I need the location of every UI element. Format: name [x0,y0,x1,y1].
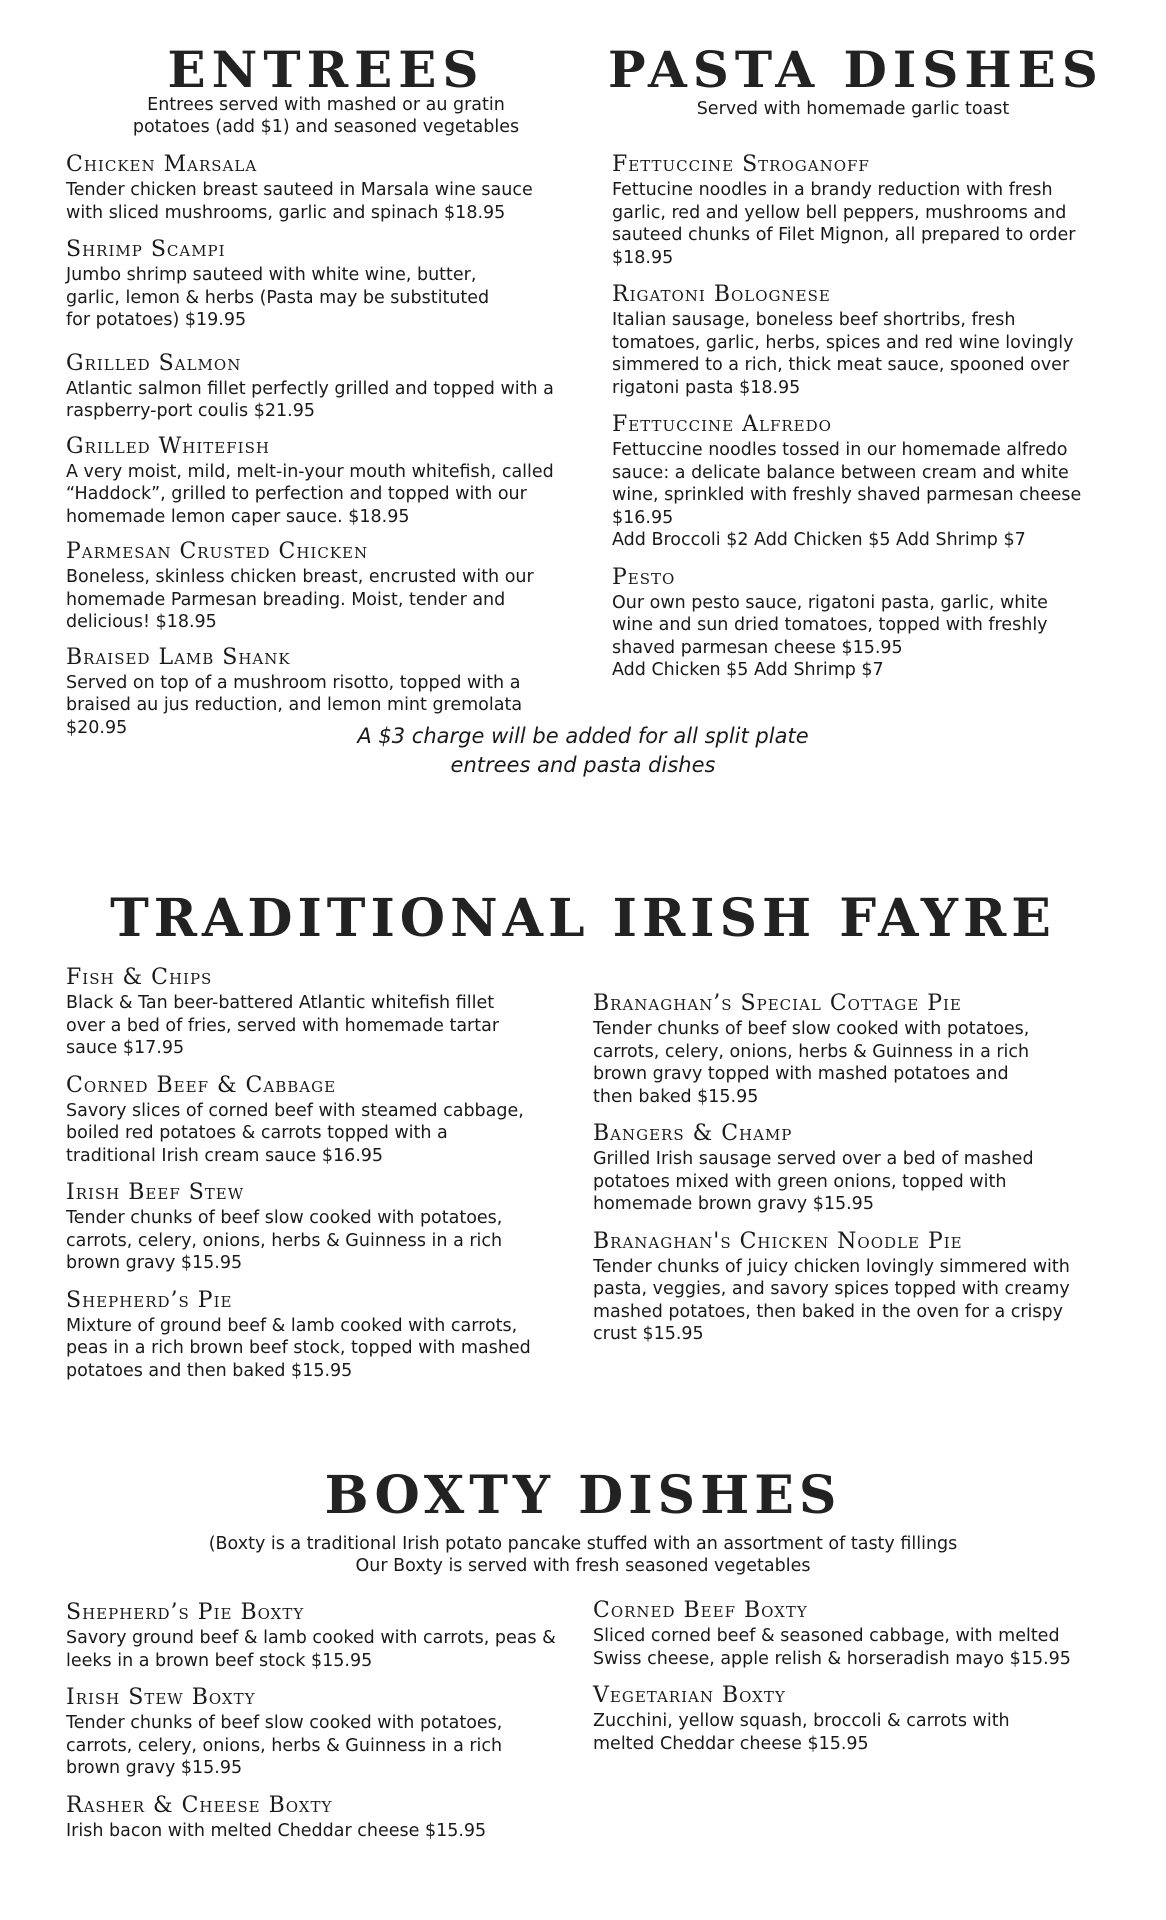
boxty-left-list [66,1601,586,1856]
entrees-title: ENTREES [167,40,485,99]
boxty-subtitle [133,1533,1033,1577]
item-name: Vegetarian Boxty [593,1683,786,1708]
entrees-subtitle [66,94,586,138]
item-name: Pesto [612,564,676,590]
entrees-subtitle-line1: Entrees served with mashed or au gratin [147,95,505,115]
menu-item [66,1181,586,1275]
item-description: A very moist, mild, melt-in-your mouth whitefish, called “Haddock”, grilled to perfection and topped with our homemade lemon caper sauce. $18.95 [66,461,554,527]
item-name: Shepherd’s Pie [66,1287,233,1313]
item-description: Black & Tan beer-battered Atlantic whitefish fillet over a bed of fries, served with homemade tartar sauce $17.95 [66,993,500,1058]
menu-item [593,1122,1113,1216]
menu-item [66,1601,586,1672]
item-name: Corned Beef & Cabbage [66,1072,337,1098]
entrees-list [66,153,586,753]
item-name: Braised Lamb Shank [66,644,291,670]
item-description: Savory slices of corned beef with steamed cabbage, boiled red potatoes & carrots topped with a traditional Irish cream sauce $16.95 [66,1100,524,1166]
menu-item [593,1599,1113,1670]
item-name: Corned Beef Boxty [593,1598,808,1623]
split-note-line1: A $3 charge will be added for all split plate [357,724,809,748]
item-name: Grilled Salmon [66,350,242,376]
item-description: Irish bacon with melted Cheddar cheese $15.95 [66,1820,487,1841]
item-name: Fish & Chips [66,965,213,990]
item-addons: Add Chicken $5 Add Shrimp $7 [612,660,884,680]
item-description: Fettucine noodles in a brandy reduction with fresh garlic, red and yellow bell peppers, mushrooms and sauteed chunks of Filet Mignon, all prepared to order $18.95 [612,180,1076,268]
pasta-list [612,153,1102,696]
menu-item [66,1686,586,1780]
item-description: Tender chunks of beef slow cooked with potatoes, carrots, celery, onions, herbs & Guinness in a rich brown gravy $15.95 [66,1208,503,1273]
menu-item [66,238,586,332]
item-name: Shepherd’s Pie Boxty [66,1600,305,1625]
item-description: Atlantic salmon fillet perfectly grilled and topped with a raspberry-port coulis $21.95 [66,378,554,421]
item-description: Mixture of ground beef & lamb cooked with carrots, peas in a rich brown beef stock, topped with mashed potatoes and then baked $15.95 [66,1315,531,1381]
menu-item [612,566,1102,682]
menu-item [593,1230,1113,1346]
split-plate-note [233,722,933,780]
pasta-subtitle: Served with homemade garlic toast [696,99,1010,119]
irish-left-list [66,966,586,1396]
item-name: Irish Stew Boxty [66,1685,256,1710]
item-name: Rasher & Cheese Boxty [66,1792,333,1818]
item-name: Branaghan's Chicken Noodle Pie [593,1228,963,1254]
item-description: Tender chunks of beef slow cooked with potatoes, carrots, celery, onions, herbs & Guinness in a rich brown gravy topped with mashed potatoes and then baked $15.95 [593,1019,1030,1107]
item-description: Fettuccine noodles tossed in our homemade alfredo sauce: a delicate balance between cream and white wine, sprinkled with freshly shaved parmesan cheese $16.95 [612,440,1082,528]
item-description: Served on top of a mushroom risotto, topped with a braised au jus reduction, and lemon mint gremolata $20.95 [66,672,523,738]
item-description: Tender chunks of beef slow cooked with potatoes, carrots, celery, onions, herbs & Guinness in a rich brown gravy $15.95 [66,1713,503,1778]
pasta-title: PASTA DISHES [608,40,1104,99]
item-description: Tender chicken breast sauteed in Marsala wine sauce with sliced mushrooms, garlic and spinach $18.95 [66,180,533,223]
menu-item [612,413,1102,552]
item-name: Irish Beef Stew [66,1180,245,1205]
item-description: Sliced corned beef & seasoned cabbage, with melted Swiss cheese, apple relish & horseradish mayo $15.95 [593,1626,1071,1669]
item-description: Boneless, skinless chicken breast, encrusted with our homemade Parmesan breading. Moist, tender and delicious! $18.95 [66,567,534,632]
menu-item [66,352,586,423]
menu-item [612,153,1102,269]
item-description: Italian sausage, boneless beef shortribs, fresh tomatoes, garlic, herbs, spices and red wine lovingly simmered to a rich, thick meat sauce, spooned over rigatoni pasta $18.95 [612,310,1074,398]
item-name: Branaghan’s Special Cottage Pie [593,991,962,1016]
menu-item [593,1684,1113,1755]
item-name: Fettuccine Stroganoff [612,152,870,177]
boxty-title: BOXTY DISHES [324,1465,842,1526]
menu-item [66,1794,586,1843]
item-description: Zucchini, yellow squash, broccoli & carrots with melted Cheddar cheese $15.95 [593,1711,1010,1754]
item-addons: Add Broccoli $2 Add Chicken $5 Add Shrimp $7 [612,530,1026,550]
irish-title: TRADITIONAL IRISH FAYRE [110,888,1056,949]
menu-item [66,540,586,634]
irish-right-list [593,992,1113,1360]
boxty-right-list [593,1599,1113,1769]
item-description: Our own pesto sauce, rigatoni pasta, garlic, white wine and sun dried tomatoes, topped with freshly shaved parmesan cheese $15.95 [612,592,1048,658]
item-name: Fettuccine Alfredo [612,412,832,437]
entrees-subtitle-line2: potatoes (add $1) and seasoned vegetables [132,117,520,137]
menu-item [593,992,1113,1108]
split-note-line2: entrees and pasta dishes [450,753,716,777]
item-name: Shrimp Scampi [66,237,226,262]
item-description: Tender chunks of juicy chicken lovingly simmered with pasta, veggies, and savory spices topped with creamy mashed potatoes, then baked in the oven for a crispy crust $15.95 [593,1256,1070,1344]
item-name: Rigatoni Bolognese [612,282,831,307]
item-description: Jumbo shrimp sauteed with white wine, butter, garlic, lemon & herbs (Pasta may be substituted for potatoes) $19.95 [66,265,490,330]
item-description: Savory ground beef & lamb cooked with carrots, peas & leeks in a brown beef stock $15.95 [66,1628,556,1671]
menu-item [66,435,586,529]
item-description: Grilled Irish sausage served over a bed of mashed potatoes mixed with green onions, topped with homemade brown gravy $15.95 [593,1149,1034,1214]
item-name: Bangers & Champ [593,1121,793,1146]
menu-item [66,1074,586,1168]
menu-item [66,966,586,1060]
boxty-subtitle-line1: (Boxty is a traditional Irish potato pancake stuffed with an assortment of tasty fillings [208,1534,958,1554]
item-name: Grilled Whitefish [66,433,270,459]
menu-item [612,283,1102,399]
item-name: Chicken Marsala [66,152,258,177]
boxty-subtitle-line2: Our Boxty is served with fresh seasoned vegetables [355,1556,811,1576]
menu-item [66,153,586,224]
menu-item [66,1289,586,1383]
item-name: Parmesan Crusted Chicken [66,539,369,564]
